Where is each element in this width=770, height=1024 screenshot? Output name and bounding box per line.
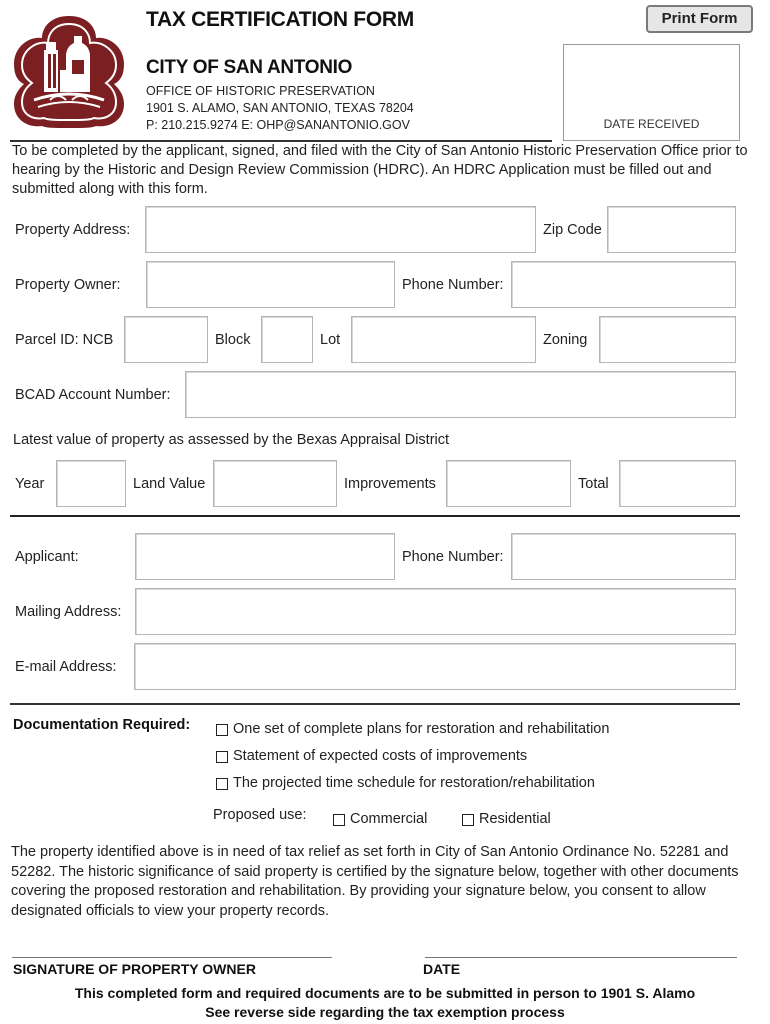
office-address: 1901 S. ALAMO, SAN ANTONIO, TEXAS 78204	[146, 101, 414, 115]
date-received-box	[563, 44, 740, 141]
plans-checkbox[interactable]	[216, 724, 228, 736]
applicant-label: Applicant:	[15, 549, 79, 565]
applicant-phone-label: Phone Number:	[402, 549, 504, 565]
block-label: Block	[215, 332, 251, 348]
property-owner-input[interactable]	[146, 261, 395, 308]
bcad-account-input[interactable]	[185, 371, 736, 418]
section-divider	[10, 515, 740, 517]
parcel-id-ncb-label: Parcel ID: NCB	[15, 332, 114, 348]
zip-code-label: Zip Code	[543, 222, 602, 238]
assessment-heading: Latest value of property as assessed by the Bexas Appraisal District	[13, 432, 450, 448]
property-owner-label: Property Owner:	[15, 277, 121, 293]
applicant-phone-input[interactable]	[511, 533, 736, 580]
commercial-checkbox[interactable]	[333, 814, 345, 826]
email-address-label: E-mail Address:	[15, 659, 117, 675]
email-address-input[interactable]	[134, 643, 736, 690]
owner-signature-line[interactable]	[12, 957, 332, 958]
date-received-label: DATE RECEIVED	[603, 117, 700, 131]
lot-input[interactable]	[351, 316, 536, 363]
reverse-side-note: See reverse side regarding the tax exemption process	[205, 1004, 565, 1020]
improvements-label: Improvements	[344, 476, 436, 492]
owner-signature-label: SIGNATURE OF PROPERTY OWNER	[13, 961, 256, 977]
land-value-label: Land Value	[133, 476, 206, 492]
zoning-input[interactable]	[599, 316, 736, 363]
mailing-address-label: Mailing Address:	[15, 604, 122, 620]
property-address-input[interactable]	[145, 206, 536, 253]
owner-phone-label: Phone Number:	[402, 277, 504, 293]
costs-checkbox[interactable]	[216, 751, 228, 763]
plans-item-label: One set of complete plans for restoration and rehabilitation	[233, 721, 610, 737]
block-input[interactable]	[261, 316, 313, 363]
property-address-label: Property Address:	[15, 222, 131, 238]
land-value-input[interactable]	[213, 460, 337, 507]
intro-text: To be completed by the applicant, signed, and filed with the City of San Antonio Historic Preservation Office prior to hearing by the Historic and Design Review Commission (HDRC). An HDRC Application must be filled out and submitted along with this form.	[12, 143, 748, 197]
total-input[interactable]	[619, 460, 736, 507]
section-divider-2	[10, 703, 740, 705]
city-name: CITY OF SAN ANTONIO	[146, 57, 353, 78]
applicant-input[interactable]	[135, 533, 395, 580]
signature-date-label: DATE	[423, 961, 461, 977]
bcad-account-label: BCAD Account Number:	[15, 387, 171, 403]
form-title: TAX CERTIFICATION FORM	[146, 8, 414, 31]
office-contact: P: 210.215.9274 E: OHP@SANANTONIO.GOV	[146, 118, 410, 132]
certification-statement: The property identified above is in need of tax relief as set forth in City of San Antonio Ordinance No. 52281 and 52282. The historic significance of said property is certified by the signature below, together with other documents covering the proposed restoration and rehabilitation. By providing your signature below, you consent to allow designated officials to view your property records.	[11, 844, 739, 919]
zip-code-input[interactable]	[607, 206, 736, 253]
lot-label: Lot	[320, 332, 341, 348]
office-name: OFFICE OF HISTORIC PRESERVATION	[146, 84, 375, 98]
documentation-heading: Documentation Required:	[13, 717, 191, 733]
proposed-use-label: Proposed use:	[213, 807, 307, 823]
mailing-address-input[interactable]	[135, 588, 736, 635]
improvements-input[interactable]	[446, 460, 571, 507]
parcel-ncb-input[interactable]	[124, 316, 208, 363]
city-seal-logo	[10, 12, 128, 130]
print-form-button[interactable]: Print Form	[646, 5, 753, 33]
residential-label: Residential	[479, 811, 551, 827]
costs-item-label: Statement of expected costs of improvements	[233, 748, 528, 764]
schedule-item-label: The projected time schedule for restoration/rehabilitation	[233, 775, 595, 791]
zoning-label: Zoning	[543, 332, 588, 348]
owner-phone-input[interactable]	[511, 261, 736, 308]
submission-note: This completed form and required documents are to be submitted in person to 1901 S. Alamo	[74, 985, 696, 1001]
commercial-label: Commercial	[350, 811, 428, 827]
total-label: Total	[578, 476, 609, 492]
schedule-checkbox[interactable]	[216, 778, 228, 790]
date-signature-line[interactable]	[425, 957, 737, 958]
residential-checkbox[interactable]	[462, 814, 474, 826]
year-label: Year	[15, 476, 45, 492]
year-input[interactable]	[56, 460, 126, 507]
